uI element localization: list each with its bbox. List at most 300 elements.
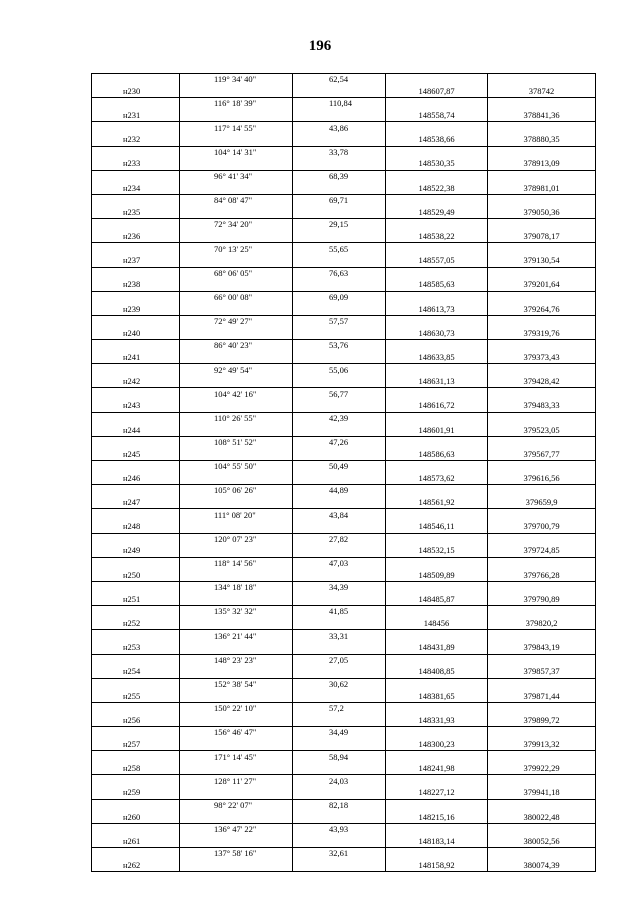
x-cell: [386, 340, 488, 352]
table-row-point: [92, 497, 596, 509]
x-cell: [386, 267, 488, 279]
x-cell: [386, 799, 488, 811]
x-cell: [386, 823, 488, 835]
y-cell: [488, 751, 596, 763]
angle-cell: [180, 739, 293, 751]
length-cell: [293, 545, 386, 557]
angle-cell: 72° 34' 20": [180, 219, 293, 231]
x-cell: [386, 412, 488, 424]
length-cell: [293, 690, 386, 702]
point-name-cell: н252: [92, 618, 180, 630]
angle-cell: [180, 714, 293, 726]
table-row-segment: [92, 848, 596, 860]
table-row-segment: [92, 194, 596, 206]
point-cell: [92, 823, 180, 835]
x-cell: [386, 364, 488, 376]
y-cell: [488, 581, 596, 593]
table-row-segment: [92, 654, 596, 666]
point-name-cell: н243: [92, 400, 180, 412]
angle-cell: 150° 22' 10": [180, 702, 293, 714]
point-cell: [92, 436, 180, 448]
x-coordinate-cell: 148613,73: [386, 303, 488, 315]
point-name-cell: н260: [92, 811, 180, 823]
length-cell: 43,84: [293, 509, 386, 521]
table-row-segment: [92, 751, 596, 763]
table-row-point: [92, 424, 596, 436]
point-cell: [92, 243, 180, 255]
x-coordinate-cell: 148331,93: [386, 714, 488, 726]
x-coordinate-cell: 148630,73: [386, 327, 488, 339]
angle-cell: [180, 279, 293, 291]
y-cell: [488, 74, 596, 86]
x-cell: [386, 775, 488, 787]
length-cell: [293, 811, 386, 823]
y-coordinate-cell: 379843,19: [488, 642, 596, 654]
angle-cell: [180, 327, 293, 339]
point-cell: [92, 146, 180, 158]
y-cell: [488, 388, 596, 400]
angle-cell: [180, 376, 293, 388]
angle-cell: [180, 448, 293, 460]
angle-cell: [180, 424, 293, 436]
y-coordinate-cell: 379078,17: [488, 231, 596, 243]
angle-cell: 98° 22' 07": [180, 799, 293, 811]
length-cell: [293, 666, 386, 678]
point-cell: [92, 412, 180, 424]
angle-cell: [180, 255, 293, 267]
point-name-cell: н261: [92, 835, 180, 847]
y-cell: [488, 702, 596, 714]
table-row-point: [92, 279, 596, 291]
y-cell: [488, 678, 596, 690]
y-cell: [488, 98, 596, 110]
length-cell: 47,03: [293, 557, 386, 569]
length-cell: [293, 787, 386, 799]
length-cell: 27,82: [293, 533, 386, 545]
x-coordinate-cell: 148381,65: [386, 690, 488, 702]
point-cell: [92, 388, 180, 400]
length-cell: 82,18: [293, 799, 386, 811]
table-row-point: [92, 207, 596, 219]
y-coordinate-cell: 379700,79: [488, 521, 596, 533]
angle-cell: [180, 86, 293, 98]
length-cell: [293, 352, 386, 364]
y-coordinate-cell: 379319,76: [488, 327, 596, 339]
table-row-point: [92, 352, 596, 364]
length-cell: [293, 327, 386, 339]
angle-cell: 119° 34' 40": [180, 74, 293, 86]
x-cell: [386, 702, 488, 714]
table-row-segment: [92, 775, 596, 787]
angle-cell: [180, 497, 293, 509]
table-row-point: [92, 860, 596, 872]
length-cell: 57,2: [293, 702, 386, 714]
y-coordinate-cell: 379922,29: [488, 763, 596, 775]
point-cell: [92, 557, 180, 569]
length-cell: [293, 424, 386, 436]
y-coordinate-cell: 378981,01: [488, 182, 596, 194]
length-cell: [293, 303, 386, 315]
angle-cell: [180, 182, 293, 194]
y-cell: [488, 122, 596, 134]
point-cell: [92, 74, 180, 86]
angle-cell: [180, 666, 293, 678]
angle-cell: [180, 134, 293, 146]
point-name-cell: н256: [92, 714, 180, 726]
table-row-segment: [92, 799, 596, 811]
y-cell: [488, 291, 596, 303]
x-cell: [386, 291, 488, 303]
angle-cell: 148° 23' 23": [180, 654, 293, 666]
length-cell: [293, 618, 386, 630]
x-coordinate-cell: 148558,74: [386, 110, 488, 122]
x-cell: [386, 557, 488, 569]
table-row-segment: [92, 702, 596, 714]
point-name-cell: н251: [92, 594, 180, 606]
table-row-segment: [92, 243, 596, 255]
length-cell: [293, 231, 386, 243]
length-cell: 62,54: [293, 74, 386, 86]
length-cell: 57,57: [293, 315, 386, 327]
angle-cell: [180, 207, 293, 219]
y-coordinate-cell: 379899,72: [488, 714, 596, 726]
y-coordinate-cell: 379050,36: [488, 207, 596, 219]
point-cell: [92, 751, 180, 763]
y-cell: [488, 509, 596, 521]
length-cell: 55,06: [293, 364, 386, 376]
angle-cell: 104° 42' 16": [180, 388, 293, 400]
point-cell: [92, 630, 180, 642]
length-cell: [293, 110, 386, 122]
length-cell: 58,94: [293, 751, 386, 763]
length-cell: 43,93: [293, 823, 386, 835]
point-cell: [92, 606, 180, 618]
x-cell: [386, 170, 488, 182]
x-cell: [386, 581, 488, 593]
length-cell: 29,15: [293, 219, 386, 231]
table-row-segment: [92, 146, 596, 158]
point-cell: [92, 654, 180, 666]
table-row-segment: [92, 170, 596, 182]
point-cell: [92, 775, 180, 787]
y-coordinate-cell: 379857,37: [488, 666, 596, 678]
table-row-point: [92, 739, 596, 751]
page-number: 196: [308, 38, 332, 54]
angle-cell: 92° 49' 54": [180, 364, 293, 376]
point-cell: [92, 848, 180, 860]
table-row-point: [92, 569, 596, 581]
x-coordinate-cell: 148538,22: [386, 231, 488, 243]
angle-cell: 66° 00' 08": [180, 291, 293, 303]
table-row-segment: [92, 412, 596, 424]
angle-cell: 108° 51' 52": [180, 436, 293, 448]
angle-cell: [180, 763, 293, 775]
point-name-cell: н258: [92, 763, 180, 775]
length-cell: 43,86: [293, 122, 386, 134]
y-coordinate-cell: 379201,64: [488, 279, 596, 291]
length-cell: 41,85: [293, 606, 386, 618]
angle-cell: [180, 835, 293, 847]
x-cell: [386, 243, 488, 255]
y-coordinate-cell: 379871,44: [488, 690, 596, 702]
x-coordinate-cell: 148538,66: [386, 134, 488, 146]
x-cell: [386, 436, 488, 448]
point-cell: [92, 581, 180, 593]
length-cell: 50,49: [293, 461, 386, 473]
point-cell: [92, 170, 180, 182]
x-coordinate-cell: 148431,89: [386, 642, 488, 654]
point-name-cell: н262: [92, 860, 180, 872]
point-cell: [92, 461, 180, 473]
x-coordinate-cell: 148585,63: [386, 279, 488, 291]
x-cell: [386, 194, 488, 206]
table-row-segment: [92, 606, 596, 618]
table-row-point: [92, 110, 596, 122]
x-cell: [386, 630, 488, 642]
table-row-point: [92, 666, 596, 678]
x-coordinate-cell: 148601,91: [386, 424, 488, 436]
x-cell: [386, 98, 488, 110]
table-row-segment: [92, 364, 596, 376]
x-coordinate-cell: 148183,14: [386, 835, 488, 847]
table-row-segment: [92, 461, 596, 473]
y-coordinate-cell: 379483,33: [488, 400, 596, 412]
angle-cell: [180, 811, 293, 823]
angle-cell: 72° 49' 27": [180, 315, 293, 327]
angle-cell: 118° 14' 56": [180, 557, 293, 569]
table-row-segment: [92, 823, 596, 835]
table-row-segment: [92, 436, 596, 448]
table-row-point: [92, 327, 596, 339]
y-coordinate-cell: 379616,56: [488, 473, 596, 485]
y-cell: [488, 799, 596, 811]
point-cell: [92, 98, 180, 110]
point-cell: [92, 291, 180, 303]
length-cell: [293, 255, 386, 267]
point-cell: [92, 267, 180, 279]
x-coordinate-cell: 148616,72: [386, 400, 488, 412]
length-cell: [293, 400, 386, 412]
y-coordinate-cell: 380052,56: [488, 835, 596, 847]
x-cell: [386, 727, 488, 739]
point-name-cell: н259: [92, 787, 180, 799]
length-cell: [293, 594, 386, 606]
point-name-cell: н250: [92, 569, 180, 581]
table-row-segment: [92, 98, 596, 110]
point-cell: [92, 533, 180, 545]
length-cell: 110,84: [293, 98, 386, 110]
table-row-segment: [92, 533, 596, 545]
angle-cell: [180, 158, 293, 170]
table-row-point: [92, 448, 596, 460]
table-row-segment: [92, 678, 596, 690]
point-name-cell: н235: [92, 207, 180, 219]
table-row-point: [92, 303, 596, 315]
table-row-segment: [92, 122, 596, 134]
point-cell: [92, 340, 180, 352]
x-cell: [386, 485, 488, 497]
angle-cell: [180, 618, 293, 630]
point-name-cell: н234: [92, 182, 180, 194]
angle-cell: [180, 352, 293, 364]
y-cell: [488, 775, 596, 787]
point-name-cell: н253: [92, 642, 180, 654]
x-cell: [386, 74, 488, 86]
length-cell: [293, 569, 386, 581]
y-cell: [488, 823, 596, 835]
y-coordinate-cell: 378841,36: [488, 110, 596, 122]
point-name-cell: н236: [92, 231, 180, 243]
table-row-segment: [92, 581, 596, 593]
y-cell: [488, 219, 596, 231]
y-coordinate-cell: 379913,32: [488, 739, 596, 751]
table-row-point: [92, 376, 596, 388]
point-name-cell: н244: [92, 424, 180, 436]
y-cell: [488, 630, 596, 642]
angle-cell: [180, 569, 293, 581]
x-cell: [386, 533, 488, 545]
table-row-segment: [92, 630, 596, 642]
y-coordinate-cell: 379130,54: [488, 255, 596, 267]
point-name-cell: н254: [92, 666, 180, 678]
y-cell: [488, 194, 596, 206]
angle-cell: 171° 14' 45": [180, 751, 293, 763]
x-cell: [386, 678, 488, 690]
point-name-cell: н255: [92, 690, 180, 702]
x-coordinate-cell: 148529,49: [386, 207, 488, 219]
point-name-cell: н240: [92, 327, 180, 339]
point-name-cell: н230: [92, 86, 180, 98]
angle-cell: [180, 642, 293, 654]
x-coordinate-cell: 148573,62: [386, 473, 488, 485]
table-row-point: [92, 86, 596, 98]
length-cell: [293, 835, 386, 847]
angle-cell: 70° 13' 25": [180, 243, 293, 255]
y-coordinate-cell: 379790,89: [488, 594, 596, 606]
table-row-point: [92, 473, 596, 485]
y-cell: [488, 727, 596, 739]
point-name-cell: н246: [92, 473, 180, 485]
y-cell: [488, 340, 596, 352]
angle-cell: 86° 40' 23": [180, 340, 293, 352]
table-row-point: [92, 690, 596, 702]
point-cell: [92, 799, 180, 811]
x-coordinate-cell: 148300,23: [386, 739, 488, 751]
angle-cell: 117° 14' 55": [180, 122, 293, 134]
length-cell: [293, 207, 386, 219]
y-cell: [488, 485, 596, 497]
length-cell: [293, 182, 386, 194]
table-row-segment: [92, 340, 596, 352]
x-coordinate-cell: 148607,87: [386, 86, 488, 98]
angle-cell: 128° 11' 27": [180, 775, 293, 787]
table-row-segment: [92, 219, 596, 231]
table-row-segment: [92, 74, 596, 86]
length-cell: 53,76: [293, 340, 386, 352]
point-name-cell: н233: [92, 158, 180, 170]
x-cell: [386, 122, 488, 134]
y-cell: [488, 557, 596, 569]
length-cell: 34,39: [293, 581, 386, 593]
table-row-point: [92, 763, 596, 775]
length-cell: 76,63: [293, 267, 386, 279]
length-cell: 24,03: [293, 775, 386, 787]
table-row-point: [92, 835, 596, 847]
angle-cell: [180, 860, 293, 872]
y-coordinate-cell: 379724,85: [488, 545, 596, 557]
point-name-cell: н231: [92, 110, 180, 122]
length-cell: [293, 739, 386, 751]
y-coordinate-cell: 379373,43: [488, 352, 596, 364]
length-cell: 68,39: [293, 170, 386, 182]
y-cell: [488, 146, 596, 158]
x-cell: [386, 219, 488, 231]
x-coordinate-cell: 148456: [386, 618, 488, 630]
length-cell: [293, 860, 386, 872]
angle-cell: 104° 55' 50": [180, 461, 293, 473]
angle-cell: [180, 303, 293, 315]
angle-cell: 84° 08' 47": [180, 194, 293, 206]
angle-cell: 152° 38' 54": [180, 678, 293, 690]
table-row-segment: [92, 557, 596, 569]
coordinates-table: [91, 73, 596, 872]
point-name-cell: н247: [92, 497, 180, 509]
length-cell: 69,09: [293, 291, 386, 303]
x-coordinate-cell: 148557,05: [386, 255, 488, 267]
point-cell: [92, 678, 180, 690]
point-cell: [92, 122, 180, 134]
point-name-cell: н248: [92, 521, 180, 533]
x-coordinate-cell: 148485,87: [386, 594, 488, 606]
y-coordinate-cell: 378880,35: [488, 134, 596, 146]
length-cell: [293, 521, 386, 533]
angle-cell: 135° 32' 32": [180, 606, 293, 618]
angle-cell: 111° 08' 20": [180, 509, 293, 521]
y-coordinate-cell: 379567,77: [488, 448, 596, 460]
table-row-segment: [92, 315, 596, 327]
x-cell: [386, 848, 488, 860]
point-name-cell: н241: [92, 352, 180, 364]
angle-cell: 136° 47' 22": [180, 823, 293, 835]
angle-cell: 105° 06' 26": [180, 485, 293, 497]
x-coordinate-cell: 148509,89: [386, 569, 488, 581]
y-cell: [488, 606, 596, 618]
angle-cell: 110° 26' 55": [180, 412, 293, 424]
x-cell: [386, 388, 488, 400]
table-row-segment: [92, 388, 596, 400]
length-cell: 30,62: [293, 678, 386, 690]
x-coordinate-cell: 148532,15: [386, 545, 488, 557]
y-cell: [488, 848, 596, 860]
table-row-segment: [92, 485, 596, 497]
x-coordinate-cell: 148631,13: [386, 376, 488, 388]
table-row-point: [92, 618, 596, 630]
y-coordinate-cell: 380022,48: [488, 811, 596, 823]
y-coordinate-cell: 379264,76: [488, 303, 596, 315]
x-coordinate-cell: 148530,35: [386, 158, 488, 170]
length-cell: 47,26: [293, 436, 386, 448]
y-coordinate-cell: 379659,9: [488, 497, 596, 509]
y-coordinate-cell: 379820,2: [488, 618, 596, 630]
point-name-cell: н238: [92, 279, 180, 291]
table-row-point: [92, 158, 596, 170]
x-cell: [386, 461, 488, 473]
length-cell: 44,89: [293, 485, 386, 497]
length-cell: 55,65: [293, 243, 386, 255]
angle-cell: [180, 690, 293, 702]
length-cell: [293, 497, 386, 509]
point-name-cell: н239: [92, 303, 180, 315]
